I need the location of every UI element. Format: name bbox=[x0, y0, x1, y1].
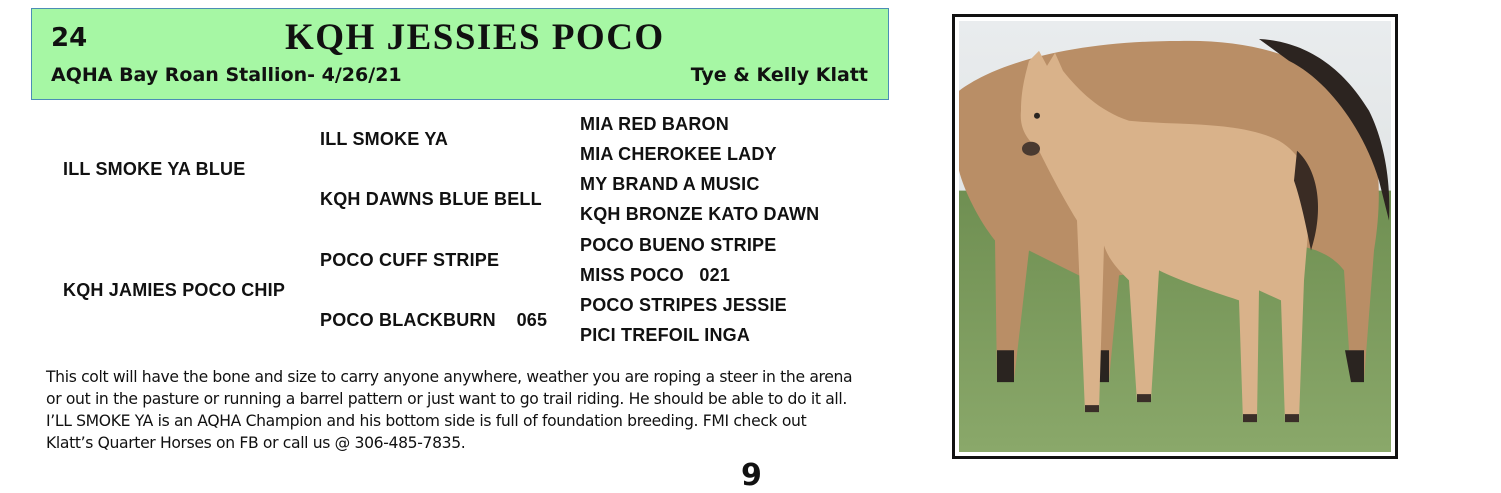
pedigree-dam-sire: POCO CUFF STRIPE bbox=[320, 250, 500, 270]
pedigree-great-grandparent: MISS POCO 021 bbox=[580, 265, 731, 285]
pedigree-dam-dam: POCO BLACKBURN 065 bbox=[320, 310, 548, 330]
description-line: This colt will have the bone and size to carry anyone anywhere, weather you are roping a steer in the arena bbox=[46, 368, 853, 386]
pedigree-great-grandparent: PICI TREFOIL INGA bbox=[580, 325, 751, 345]
pedigree-sire: ILL SMOKE YA BLUE bbox=[63, 159, 246, 179]
horse-photo-illustration bbox=[959, 21, 1391, 452]
foal-nose bbox=[1022, 142, 1040, 156]
page-number: 9 bbox=[741, 458, 762, 493]
lot-header bbox=[31, 8, 889, 100]
horse-photo bbox=[952, 14, 1398, 459]
horse-description: AQHA Bay Roan Stallion- 4/26/21 bbox=[51, 64, 402, 86]
pedigree-great-grandparent: MY BRAND A MUSIC bbox=[580, 174, 760, 194]
horse-name: KQH JESSIES POCO bbox=[285, 17, 665, 58]
pedigree-great-grandparent: POCO BUENO STRIPE bbox=[580, 235, 777, 255]
pedigree-dam: KQH JAMIES POCO CHIP bbox=[63, 280, 286, 300]
horse-description-text bbox=[46, 366, 876, 454]
description-line: Klatt’s Quarter Horses on FB or call us @ 306-485-7835. bbox=[46, 434, 466, 452]
description-line: or out in the pasture or running a barrel pattern or just want to go trail riding. He should be able to do it all. bbox=[46, 390, 847, 408]
foal-eye bbox=[1034, 113, 1040, 119]
lot-number: 24 bbox=[51, 23, 88, 53]
owner-name: Tye & Kelly Klatt bbox=[690, 64, 868, 86]
pedigree-great-grandparent: POCO STRIPES JESSIE bbox=[580, 295, 787, 315]
pedigree-great-grandparent: MIA CHEROKEE LADY bbox=[580, 144, 777, 164]
description-line: I’LL SMOKE YA is an AQHA Champion and his bottom side is full of foundation breeding. FMI check out bbox=[46, 412, 807, 430]
pedigree-sire-dam: KQH DAWNS BLUE BELL bbox=[320, 189, 542, 209]
pedigree-sire-sire: ILL SMOKE YA bbox=[320, 129, 449, 149]
pedigree-great-grandparent: KQH BRONZE KATO DAWN bbox=[580, 204, 820, 224]
pedigree-great-grandparent: MIA RED BARON bbox=[580, 114, 729, 134]
